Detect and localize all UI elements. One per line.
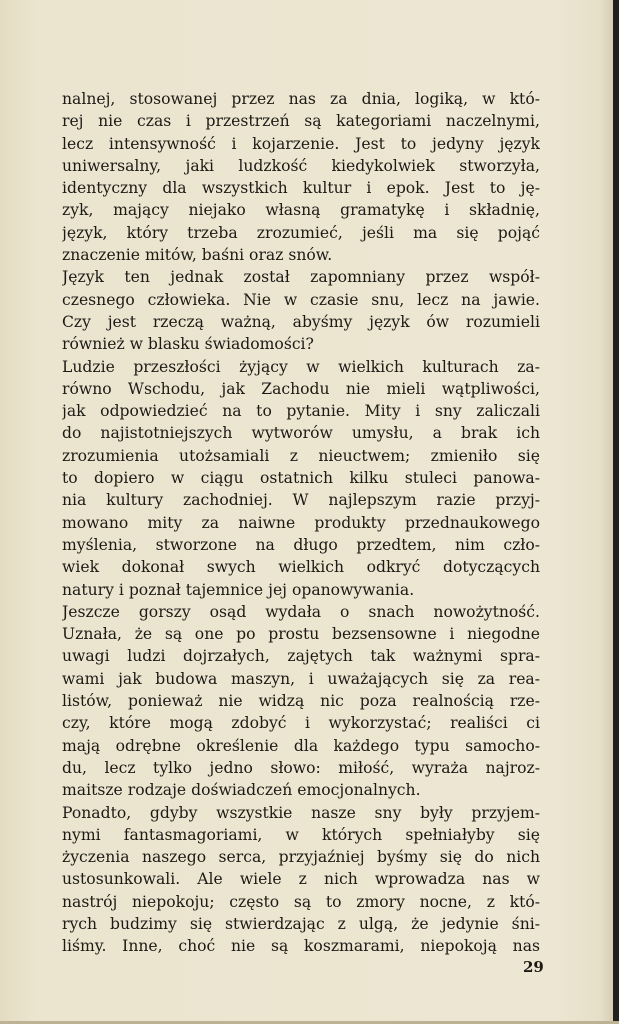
text-line: Ludzie przeszłości żyjący w wielkich kulturach za- (62, 357, 540, 376)
text-line: rych budzimy się stwierdzając z ulgą, że jedynie śni- (62, 914, 540, 933)
text-line: identyczny dla wszystkich kultur i epok. Jest to ję- (62, 179, 540, 198)
text-line: czy, które mogą zdobyć i wykorzystać; realiści ci (62, 714, 540, 733)
text-line: uniwersalny, jaki ludzkość kiedykolwiek stworzyła, (62, 156, 540, 175)
text-line: nalnej, stosowanej przez nas za dnia, logiką, w któ- (62, 90, 540, 108)
body-text (62, 88, 540, 958)
text-line: Ponadto, gdyby wszystkie nasze sny były przyjem- (62, 803, 540, 822)
text-line: listów, ponieważ nie widzą nic poza realnością rze- (62, 692, 540, 711)
text-line: do najistotniejszych wytworów umysłu, a brak ich (62, 424, 540, 443)
text-line: nymi fantasmagoriami, w których spełniałyby się (62, 825, 540, 844)
text-line: zyk, mający niejako własną gramatykę i składnię, (62, 201, 540, 220)
text-line: du, lecz tylko jedno słowo: miłość, wyraża najroz- (62, 758, 540, 777)
text-line: mowano mity za naiwne produkty przednaukowego (62, 513, 540, 532)
text-line: Jeszcze gorszy osąd wydała o snach nowożytność. (62, 602, 540, 621)
page-edge-right (613, 0, 619, 1024)
text-line: Uznała, że są one po prostu bezsensowne i niegodne (62, 625, 540, 644)
text-line: liśmy. Inne, choć nie są koszmarami, niepokoją nas (62, 937, 540, 956)
text-line: lecz intensywność i kojarzenie. Jest to jedyny język (62, 134, 540, 153)
text-line: ustosunkowali. Ale wiele z nich wprowadza nas w (62, 870, 540, 889)
text-line: jak odpowiedzieć na to pytanie. Mity i sny zaliczali (62, 402, 540, 421)
text-line: maitsze rodzaje doświadczeń emocjonalnych. (62, 781, 421, 800)
text-line: mają odrębne określenie dla każdego typu samocho- (62, 736, 540, 755)
text-line: czesnego człowieka. Nie w czasie snu, lecz na jawie. (62, 290, 540, 309)
text-line: wami jak budowa maszyn, i uważających się za rea- (62, 669, 540, 688)
text-line: myślenia, stworzone na długo przedtem, nim czło- (62, 535, 540, 554)
text-line: nia kultury zachodniej. W najlepszym razie przyj- (62, 491, 540, 510)
text-line: życzenia naszego serca, przyjaźniej byśmy się do nich (62, 848, 540, 867)
text-line: również w blasku świadomości? (62, 335, 314, 354)
text-line: wiek dokonał swych wielkich odkryć dotyczących (62, 558, 540, 577)
text-line: natury i poznał tajemnice jej opanowywania. (62, 580, 415, 599)
text-line: język, który trzeba zrozumieć, jeśli ma się pojąć (62, 223, 540, 242)
text-line: zrozumienia utożsamiali z nieuctwem; zmieniło się (62, 446, 540, 465)
text-line: uwagi ludzi dojrzałych, zajętych tak ważnymi spra- (62, 647, 540, 666)
text-line: Język ten jednak został zapomniany przez współ- (62, 268, 540, 287)
text-line: nastrój niepokoju; często są to zmory nocne, z któ- (62, 892, 540, 911)
text-line: rej nie czas i przestrzeń są kategoriami naczelnymi, (62, 112, 540, 131)
page-number: 29 (523, 958, 544, 976)
text-line: Czy jest rzeczą ważną, abyśmy język ów rozumieli (62, 312, 540, 331)
text-line: równo Wschodu, jak Zachodu nie mieli wątpliwości, (62, 379, 540, 398)
text-line: to dopiero w ciągu ostatnich kilku stuleci panowa- (62, 469, 540, 488)
text-line: znaczenie mitów, baśni oraz snów. (62, 246, 333, 265)
